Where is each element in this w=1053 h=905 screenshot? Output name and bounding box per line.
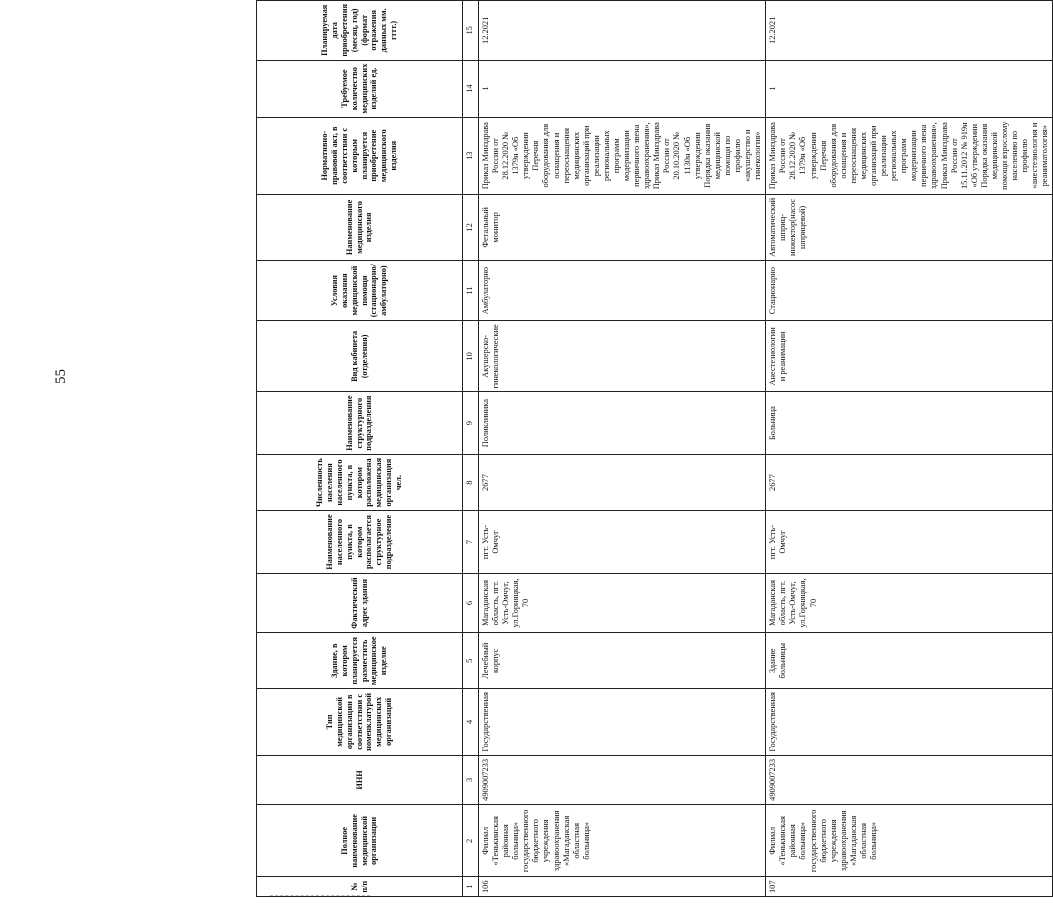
address: Магаданская область, пгт. Усть-Омчуг, ул.Горняцкая, 70 — [479, 573, 766, 633]
header-n: № п/п — [257, 877, 463, 897]
org-name: Филиал «Тенькинская районная больница» государственного бюджетного учреждения здравоохранения «Магаданская областная больница» — [479, 805, 766, 877]
column-number: 4 — [463, 689, 479, 755]
column-number-row — [463, 1, 479, 897]
population: 2677 — [479, 454, 766, 511]
org-type: Государственная — [479, 689, 766, 755]
header-date: Планируемая дата приобретения (месяц, год) (формат отражения данных мм. гггг.) — [257, 1, 463, 61]
header-address: Фактический адрес здания — [257, 573, 463, 633]
equipment-table — [256, 0, 1053, 897]
settlement: пгт. Усть-Омчуг — [479, 511, 766, 573]
row-number: 107 — [766, 877, 1053, 897]
table-row — [766, 1, 1053, 897]
header-building: Здание, в котором планируется разместить медицинское изделие — [257, 633, 463, 689]
org-type: Государственная — [766, 689, 1053, 755]
inn: 4909007233 — [766, 755, 1053, 805]
settlement: пгт. Усть-Омчуг — [766, 511, 1053, 573]
page-bottom-divider — [270, 893, 370, 896]
column-number: 3 — [463, 755, 479, 805]
building: Лечебный корпус — [479, 633, 766, 689]
header-type: Тип медицинской организации в соответствии с номенклатурой медицинских организаций — [257, 689, 463, 755]
column-number: 15 — [463, 1, 479, 61]
column-number: 12 — [463, 194, 479, 260]
header-unit: Наименование структурного подразделения — [257, 392, 463, 454]
unit: Поликлиника — [479, 392, 766, 454]
column-number: 6 — [463, 573, 479, 633]
row-number: 106 — [479, 877, 766, 897]
conditions: Стационарно — [766, 260, 1053, 320]
device: Автоматический шприц-инжектор(насос шприцевой) — [766, 194, 1053, 260]
column-number: 14 — [463, 60, 479, 117]
column-number: 9 — [463, 392, 479, 454]
page-number-text: 55 — [53, 369, 69, 384]
header-inn: ИНН — [257, 755, 463, 805]
header-device: Наименование медицинского изделия — [257, 194, 463, 260]
column-number: 11 — [463, 260, 479, 320]
header-row — [257, 1, 463, 897]
column-number: 5 — [463, 633, 479, 689]
column-number: 2 — [463, 805, 479, 877]
quantity: 1 — [766, 60, 1053, 117]
address: Магаданская область, пгт. Усть-Омчуг, ул.Горняцкая, 70 — [766, 573, 1053, 633]
column-number: 7 — [463, 511, 479, 573]
header-qty: Требуемое количество медицинских изделий ед. — [257, 60, 463, 117]
inn: 4909007233 — [479, 755, 766, 805]
conditions: Амбулаторно — [479, 260, 766, 320]
cabinet: Акушерско-гинекологические — [479, 321, 766, 392]
column-number: 1 — [463, 877, 479, 897]
header-cabinet: Вид кабинета (отделения) — [257, 321, 463, 392]
header-org: Полное наименование медицинской организации — [257, 805, 463, 877]
column-number: 8 — [463, 454, 479, 511]
table-row — [479, 1, 766, 897]
unit: Больница — [766, 392, 1053, 454]
building: Здание больницы — [766, 633, 1053, 689]
purchase-date: 12.2021 — [766, 1, 1053, 61]
device: Фетальный монитор — [479, 194, 766, 260]
legal-act: Приказ Минздрава России от 28.12.2020 № 1379н «Об утверждении Перечня оборудования для оснащения и переоснащения медицинских организаций при реализации региональных программ модернизации первичного звена здравоохранения», Приказ Минздрава России от 20.10.2020 № 1130н «Об утверждении Порядка оказания медицинской помощи по профилю «акушерство и гинекология» — [479, 117, 766, 194]
org-name: Филиал «Тенькинская районная больница» государственного бюджетного учреждения здравоохранения «Магаданская областная больница» — [766, 805, 1053, 877]
header-conditions: Условия оказания медицинской помощи (стационарно/амбулаторно) — [257, 260, 463, 320]
population: 2677 — [766, 454, 1053, 511]
cabinet: Анестезиологии и реанимации — [766, 321, 1053, 392]
header-population: Численность населения населенного пункта, в котором расположена медицинская организация чел. — [257, 454, 463, 511]
quantity: 1 — [479, 60, 766, 117]
column-number: 10 — [463, 321, 479, 392]
header-settlement: Наименование населенного пункта, в котором располагается структурное подразделение — [257, 511, 463, 573]
header-act: Нормативно- правовой акт, в соответствии с которым планируется приобретение медицинского изделия — [257, 117, 463, 194]
purchase-date: 12.2021 — [479, 1, 766, 61]
column-number: 13 — [463, 117, 479, 194]
rotated-table-frame — [256, 0, 1050, 905]
legal-act: Приказ Минздрава России от 28.12.2020 № 1379н «Об утверждении Перечня оборудования для оснащения и переоснащения медицинских организаций при реализации региональных программ модернизации первичного звена здравоохранения», Приказ Минздрава России от 15.11.2012 № 919н «Об утверждении Порядка оказания медицинской помощи взрослому населению по профилю «анестезиология и реаниматология» — [766, 117, 1053, 194]
